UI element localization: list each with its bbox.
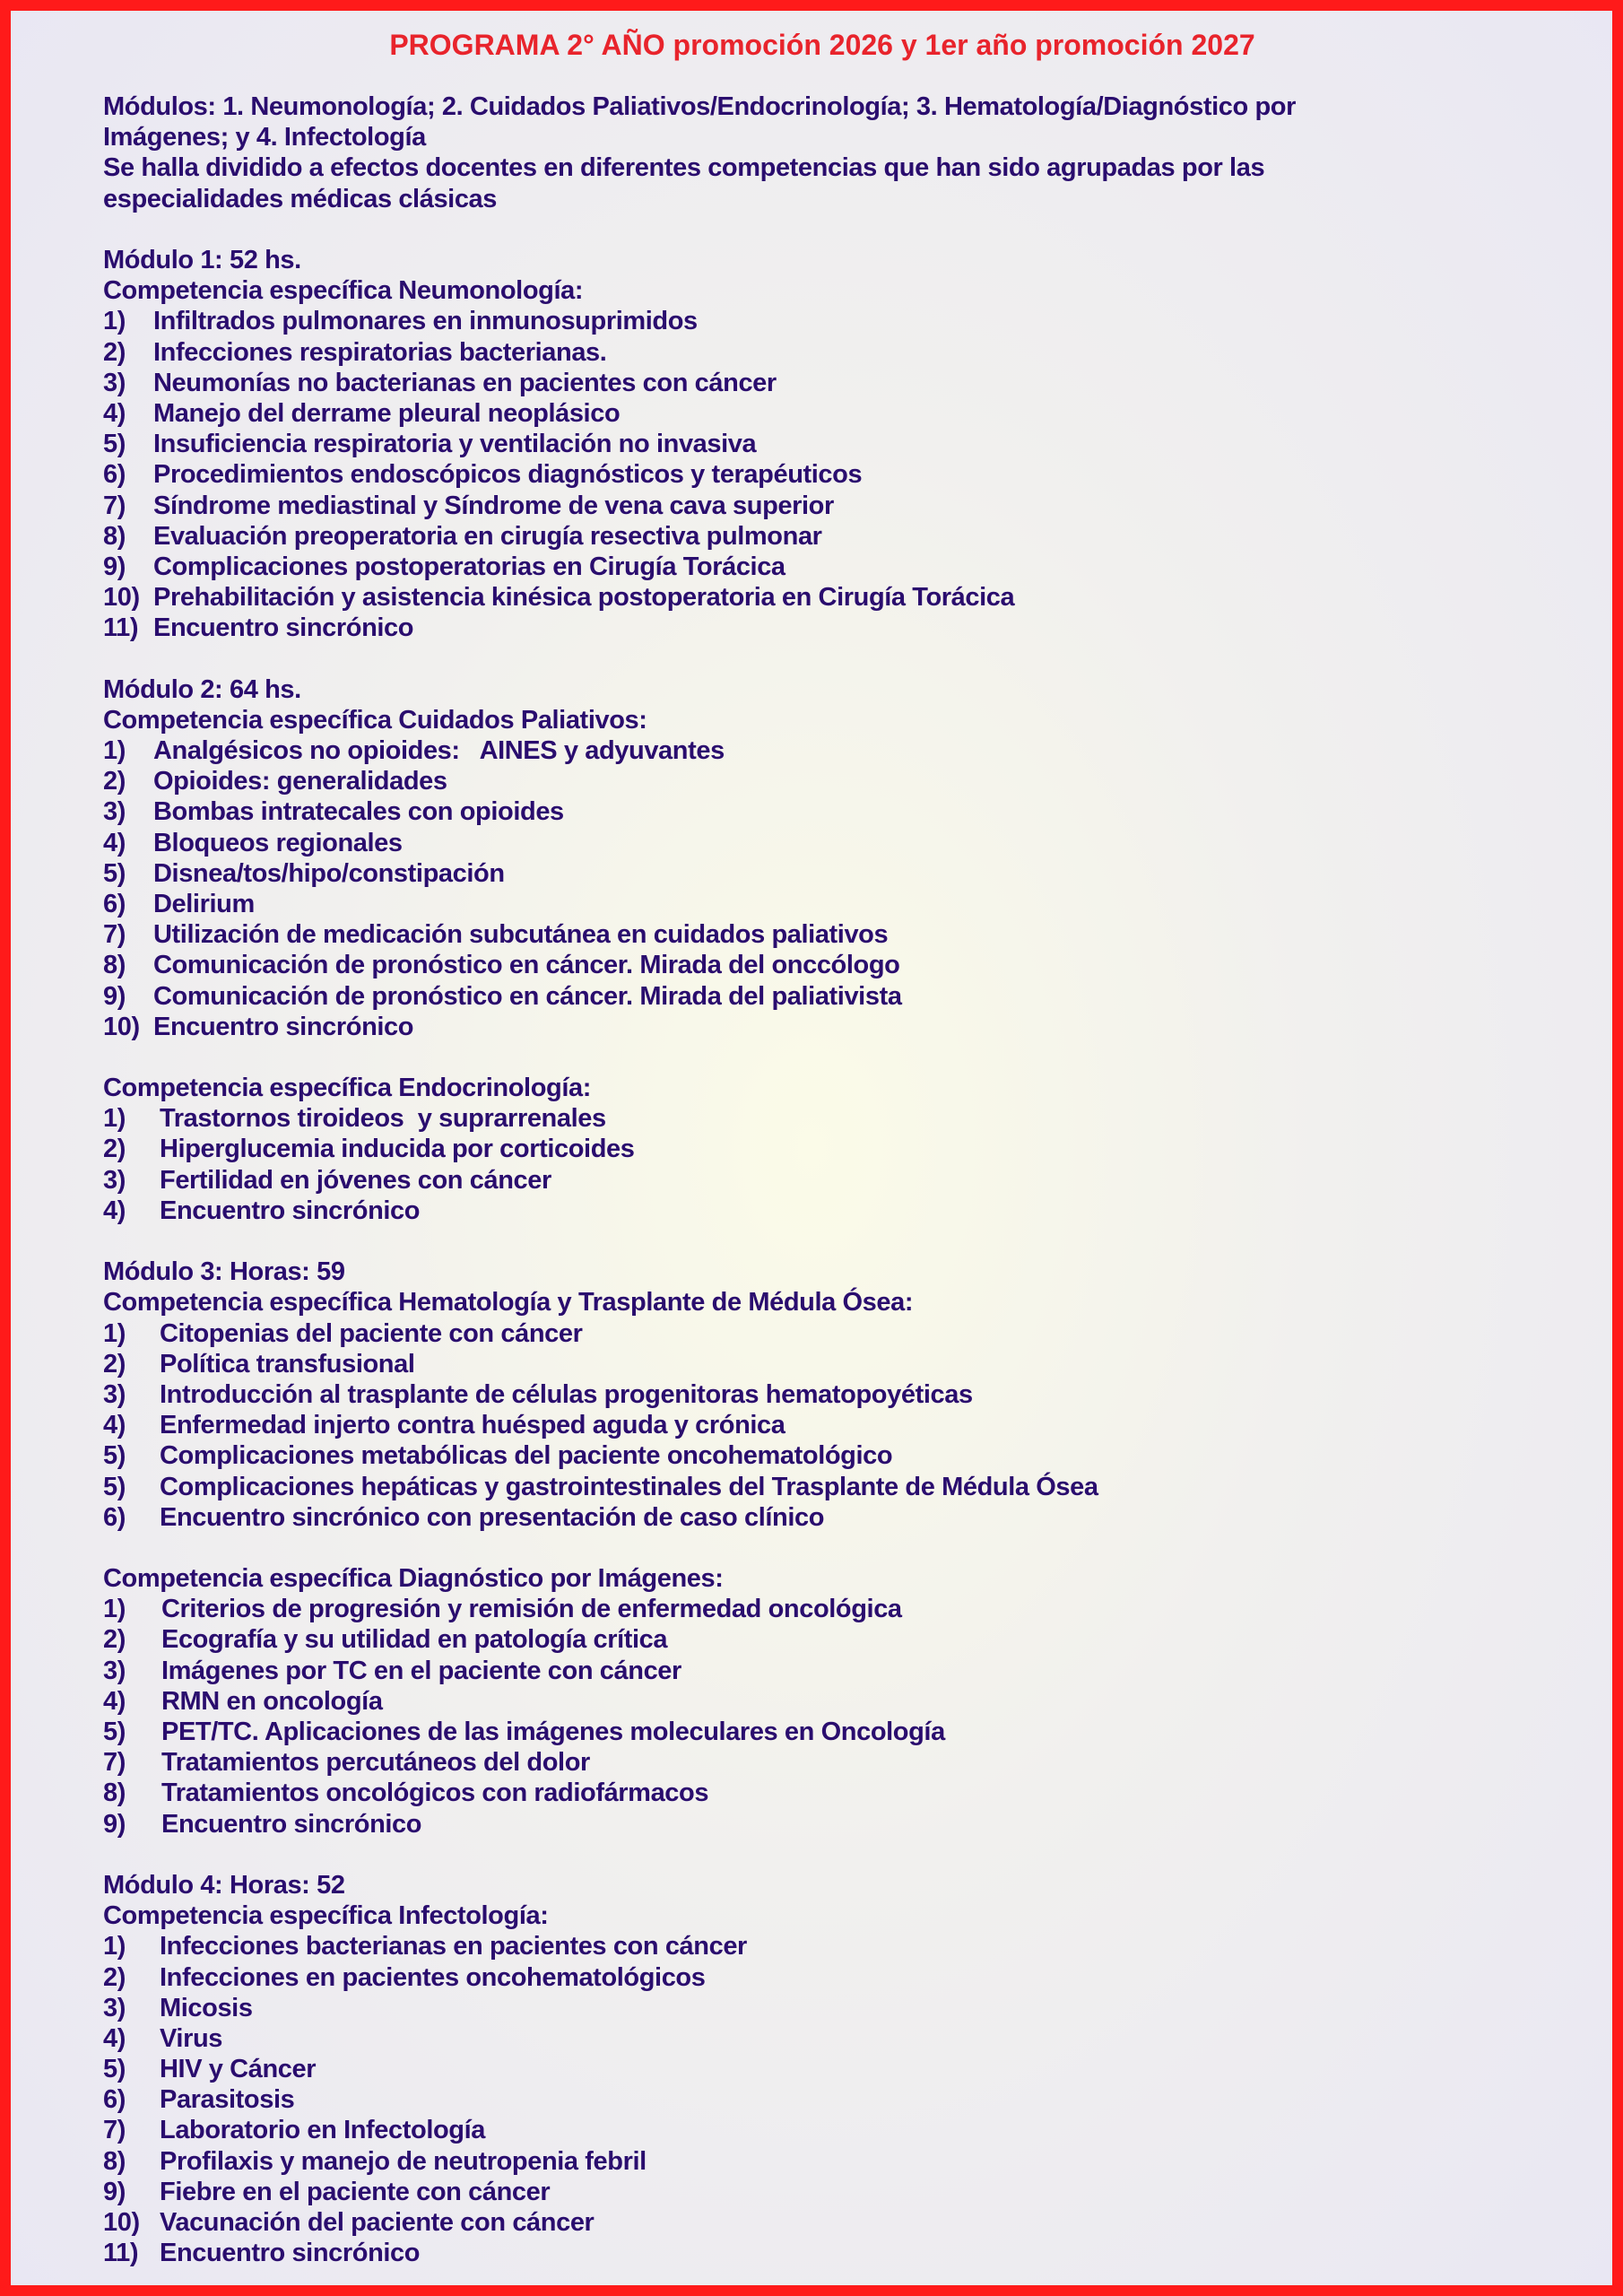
competencia-infectologia-heading: Competencia específica Infectología: (103, 1901, 549, 1931)
list-item (103, 889, 1574, 919)
list-item (103, 735, 1574, 766)
modules-summary: Módulos: 1. Neumonología; 2. Cuidados Paliativos/Endocrinología; 3. Hematología/Diagnóstico por Imágenes; y 4. Infectología (103, 92, 1296, 152)
list-item-text: RMN en oncología (161, 1686, 383, 1716)
list-item-text: Disnea/tos/hipo/constipación (153, 858, 505, 888)
list-item-number: 4) (103, 828, 126, 857)
list-item-number: 9) (103, 552, 126, 581)
module-1-heading: Módulo 1: 52 hs. (103, 246, 301, 274)
list-item-number: 4) (103, 2023, 126, 2053)
list-item-text: Insuficiencia respiratoria y ventilación no invasiva (153, 430, 757, 459)
list-item-text: Vacunación del paciente con cáncer (160, 2208, 595, 2237)
list-item (103, 1931, 1574, 1961)
list-item-text: Complicaciones postoperatorias en Cirugía Torácica (153, 552, 785, 581)
list-item-number: 8) (103, 1779, 126, 1808)
list-item-text: Encuentro sincrónico con presentación de caso clínico (160, 1502, 825, 1532)
list-item (103, 2146, 1574, 2177)
competencia-imagenes-heading: Competencia específica Diagnóstico por Imágenes: (103, 1564, 724, 1594)
list-item (103, 1349, 1574, 1379)
list-item-text: Infiltrados pulmonares en inmunosuprimidos (153, 307, 698, 336)
list-item-number: 3) (103, 1165, 126, 1195)
paliativos-list (103, 735, 1574, 1042)
list-item-number: 8) (103, 951, 126, 980)
list-item-number: 11) (103, 2239, 139, 2268)
competencia-endocrinologia-heading: Competencia específica Endocrinología: (103, 1074, 591, 1103)
list-item (103, 398, 1574, 429)
list-item-number: 8) (103, 521, 126, 551)
list-item-text: Profilaxis y manejo de neutropenia febril (160, 2146, 647, 2176)
list-item-text: Trastornos tiroideos y suprarrenales (160, 1104, 606, 1134)
spacer (103, 1839, 1574, 1870)
list-item-number: 4) (103, 1196, 126, 1225)
list-item-number: 1) (103, 736, 126, 765)
list-item-number: 1) (103, 1318, 126, 1348)
list-item-number: 4) (103, 1411, 126, 1440)
list-item (103, 1318, 1574, 1349)
list-item (103, 1686, 1574, 1717)
list-item-text: Virus (160, 2023, 223, 2053)
list-item (103, 1472, 1574, 1502)
list-item (103, 337, 1574, 368)
list-item-text: Laboratorio en Infectología (160, 2116, 485, 2145)
list-item (103, 1410, 1574, 1440)
program-description: Se halla dividido a efectos docentes en diferentes competencias que han sido agrupadas por las especialidades médicas clásicas (103, 153, 1265, 213)
list-item-text: Ecografía y su utilidad en patología crítica (161, 1625, 668, 1655)
list-item (103, 521, 1574, 552)
list-item (103, 1594, 1574, 1624)
list-item-number: 5) (103, 1441, 126, 1471)
list-item-number: 6) (103, 2085, 126, 2115)
list-item-text: Bombas intratecales con opioides (153, 797, 564, 827)
program-content (103, 91, 1574, 2268)
list-item (103, 1962, 1574, 1993)
spacer (103, 1226, 1574, 1257)
list-item (103, 1165, 1574, 1196)
list-item-number: 5) (103, 430, 126, 459)
list-item (103, 429, 1574, 459)
competencia-hematologia-heading: Competencia específica Hematología y Trasplante de Médula Ósea: (103, 1288, 914, 1318)
list-item (103, 1502, 1574, 1533)
list-item (103, 552, 1574, 582)
list-item-number: 5) (103, 2055, 126, 2084)
list-item-text: Complicaciones hepáticas y gastrointestinales del Trasplante de Médula Ósea (160, 1472, 1098, 1501)
list-item-text: Encuentro sincrónico (153, 1012, 414, 1041)
list-item-number: 6) (103, 460, 126, 490)
list-item-text: Fertilidad en jóvenes con cáncer (160, 1165, 551, 1195)
list-item-text: Criterios de progresión y remisión de enfermedad oncológica (161, 1595, 902, 1624)
list-item (103, 1778, 1574, 1808)
list-item-number: 2) (103, 337, 126, 367)
competencia-paliativos-heading: Competencia específica Cuidados Paliativos: (103, 705, 647, 735)
list-item-number: 1) (103, 307, 126, 336)
list-item (103, 2084, 1574, 2115)
module-4-heading: Módulo 4: Horas: 52 (103, 1870, 345, 1900)
list-item-number: 3) (103, 368, 126, 397)
list-item-number: 8) (103, 2146, 126, 2176)
list-item (103, 1012, 1574, 1042)
list-item-text: Encuentro sincrónico (160, 2239, 421, 2268)
list-item-number: 10) (103, 2208, 140, 2237)
list-item (103, 1717, 1574, 1747)
list-item-number: 7) (103, 2116, 126, 2145)
list-item-text: PET/TC. Aplicaciones de las imágenes moleculares en Oncología (161, 1718, 945, 1746)
list-item (103, 2177, 1574, 2207)
list-item-text: Imágenes por TC en el paciente con cáncer (161, 1656, 681, 1685)
list-item-number: 7) (103, 491, 126, 520)
list-item-number: 5) (103, 1718, 126, 1746)
list-item-number: 3) (103, 1379, 126, 1409)
list-item-text: Utilización de medicación subcutánea en cuidados paliativos (153, 920, 889, 950)
list-item-text: Infecciones en pacientes oncohematológicos (160, 1962, 706, 1992)
list-item-text: Introducción al trasplante de células progenitoras hematopoyéticas (160, 1379, 973, 1409)
list-item-number: 9) (103, 981, 126, 1011)
infectologia-list (103, 1931, 1574, 2268)
list-item-number: 7) (103, 1748, 126, 1778)
page-title: PROGRAMA 2° AÑO promoción 2026 y 1er año promoción 2027 (389, 29, 1255, 61)
list-item-text: Hiperglucemia inducida por corticoides (160, 1135, 635, 1164)
list-item (103, 491, 1574, 521)
list-item-text: Tratamientos percutáneos del dolor (161, 1748, 590, 1778)
imagenes-list (103, 1594, 1574, 1839)
list-item (103, 858, 1574, 889)
list-item-text: Complicaciones metabólicas del paciente oncohematológico (160, 1441, 893, 1471)
list-item (103, 1440, 1574, 1471)
list-item-text: Fiebre en el paciente con cáncer (160, 2177, 551, 2206)
list-item-number: 5) (103, 858, 126, 888)
list-item-number: 10) (103, 1012, 140, 1041)
list-item-text: Evaluación preoperatoria en cirugía resectiva pulmonar (153, 521, 822, 551)
list-item-number: 10) (103, 583, 140, 613)
list-item-number: 7) (103, 920, 126, 950)
list-item (103, 950, 1574, 980)
list-item-number: 3) (103, 797, 126, 827)
list-item-text: Comunicación de pronóstico en cáncer. Mirada del paliativista (153, 981, 902, 1011)
module-2-heading: Módulo 2: 64 hs. (103, 674, 301, 704)
list-item (103, 2023, 1574, 2054)
spacer (103, 1042, 1574, 1073)
list-item-text: Tratamientos oncológicos con radiofármacos (161, 1779, 709, 1808)
list-item-number: 2) (103, 1349, 126, 1378)
list-item-number: 2) (103, 1962, 126, 1992)
list-item (103, 828, 1574, 858)
list-item-text: Parasitosis (160, 2085, 295, 2115)
list-item (103, 582, 1574, 613)
list-item-text: Opioides: generalidades (153, 767, 447, 796)
list-item (103, 1103, 1574, 1134)
competencia-neumonologia-heading: Competencia específica Neumonología: (103, 276, 584, 306)
list-item (103, 1624, 1574, 1655)
hematologia-list (103, 1318, 1574, 1533)
list-item (103, 1747, 1574, 1778)
list-item-number: 3) (103, 1656, 126, 1685)
list-item-number: 6) (103, 889, 126, 918)
spacer (103, 1533, 1574, 1563)
list-item (103, 981, 1574, 1012)
list-item-number: 6) (103, 1502, 126, 1532)
list-item-number: 1) (103, 1595, 126, 1624)
list-item-text: Delirium (153, 889, 255, 918)
endocrinologia-list (103, 1103, 1574, 1226)
list-item-number: 4) (103, 1686, 126, 1716)
list-item-number: 1) (103, 1104, 126, 1134)
list-item-number: 11) (103, 613, 139, 643)
list-item (103, 2054, 1574, 2084)
list-item-number: 3) (103, 1993, 126, 2022)
list-item-number: 9) (103, 1809, 126, 1839)
list-item-number: 4) (103, 398, 126, 428)
list-item-text: HIV y Cáncer (160, 2055, 317, 2084)
list-item (103, 368, 1574, 398)
list-item (103, 1196, 1574, 1226)
list-item-number: 5) (103, 1472, 126, 1501)
list-item-number: 1) (103, 1932, 126, 1961)
list-item (103, 613, 1574, 643)
list-item (103, 919, 1574, 950)
list-item-text: Comunicación de pronóstico en cáncer. Mirada del onccólogo (153, 951, 900, 980)
list-item-text: Síndrome mediastinal y Síndrome de vena cava superior (153, 491, 834, 520)
list-item-text: Analgésicos no opioides: AINES y adyuvantes (153, 736, 725, 765)
spacer (103, 214, 1574, 245)
list-item (103, 1809, 1574, 1839)
list-item (103, 1993, 1574, 2023)
module-3-heading: Módulo 3: Horas: 59 (103, 1257, 345, 1287)
list-item-number: 9) (103, 2177, 126, 2206)
list-item-text: Prehabilitación y asistencia kinésica postoperatoria en Cirugía Torácica (153, 583, 1015, 613)
list-item-text: Encuentro sincrónico (160, 1196, 421, 1225)
list-item (103, 306, 1574, 336)
list-item-text: Infecciones respiratorias bacterianas. (153, 337, 607, 367)
list-item (103, 2207, 1574, 2238)
list-item (103, 796, 1574, 827)
list-item-text: Bloqueos regionales (153, 828, 403, 857)
list-item (103, 2238, 1574, 2268)
list-item (103, 2115, 1574, 2145)
list-item-text: Encuentro sincrónico (153, 613, 414, 643)
list-item-text: Infecciones bacterianas en pacientes con cáncer (160, 1932, 747, 1961)
list-item (103, 1134, 1574, 1164)
spacer (103, 643, 1574, 674)
list-item-text: Política transfusional (160, 1349, 415, 1378)
list-item-text: Encuentro sincrónico (161, 1809, 422, 1839)
list-item-text: Procedimientos endoscópicos diagnósticos y terapéuticos (153, 460, 863, 490)
list-item-text: Enfermedad injerto contra huésped aguda y crónica (160, 1411, 785, 1440)
list-item-text: Neumonías no bacterianas en pacientes con cáncer (153, 368, 777, 397)
list-item-number: 2) (103, 1625, 126, 1655)
neumonologia-list (103, 306, 1574, 643)
list-item (103, 766, 1574, 796)
list-item-text: Citopenias del paciente con cáncer (160, 1318, 583, 1348)
list-item (103, 459, 1574, 490)
list-item-number: 2) (103, 767, 126, 796)
list-item (103, 1379, 1574, 1410)
list-item-text: Micosis (160, 1993, 253, 2022)
list-item-text: Manejo del derrame pleural neoplásico (153, 398, 621, 428)
list-item-number: 2) (103, 1135, 126, 1164)
list-item (103, 1656, 1574, 1686)
